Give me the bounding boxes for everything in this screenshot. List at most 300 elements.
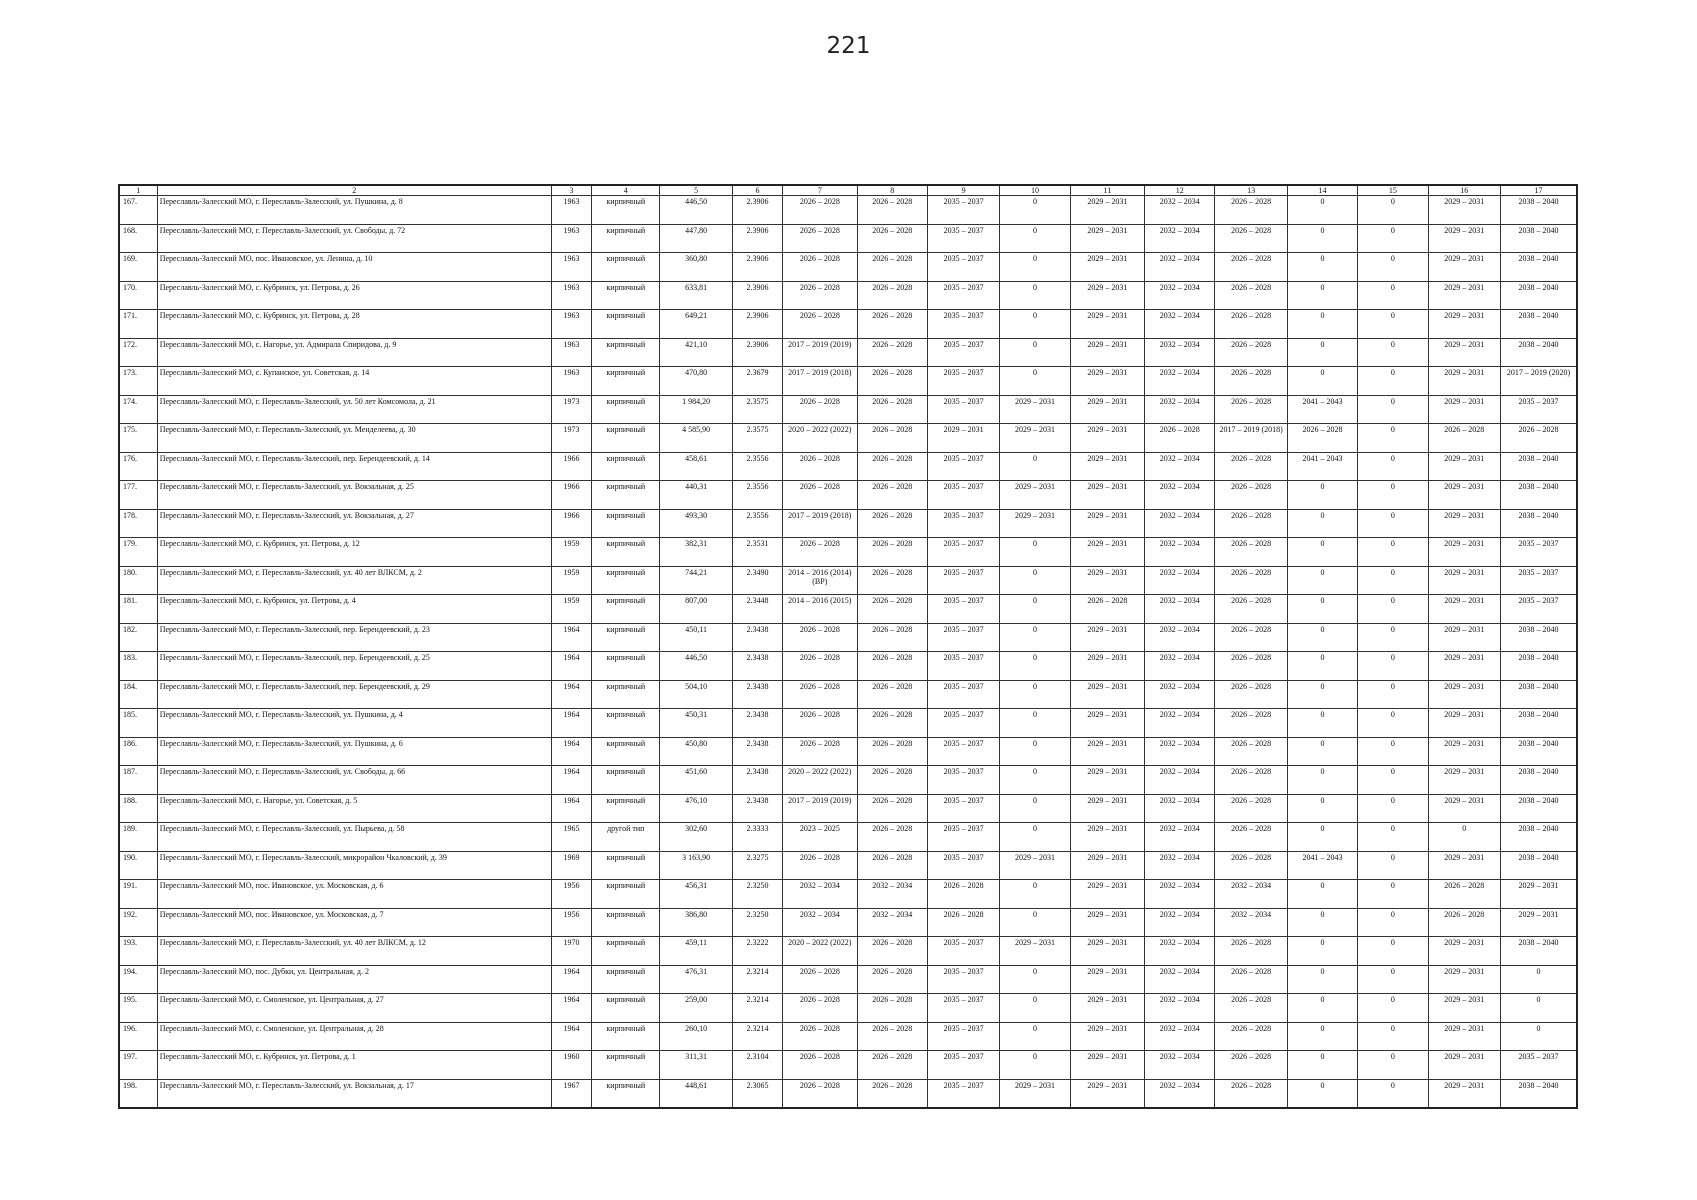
table-cell: 2029 – 2031	[1428, 338, 1500, 367]
table-cell: 0	[1000, 965, 1070, 994]
table-cell: 1963	[551, 310, 591, 339]
table-cell: 2029 – 2031	[1500, 908, 1577, 937]
table-cell: кирпичный	[592, 994, 660, 1023]
table-cell: 2.3438	[732, 766, 782, 795]
table-cell: 2029 – 2031	[1000, 424, 1070, 453]
table-cell: 2029 – 2031	[1070, 424, 1144, 453]
table-cell: 2032 – 2034	[1145, 994, 1215, 1023]
table-cell: 2029 – 2031	[1070, 395, 1144, 424]
table-cell: 2032 – 2034	[1145, 737, 1215, 766]
table-cell: 0	[1000, 253, 1070, 282]
table-row	[119, 595, 1577, 624]
table-cell: 180.	[119, 566, 157, 595]
table-cell: кирпичный	[592, 709, 660, 738]
table-cell: кирпичный	[592, 310, 660, 339]
table-cell: 2029 – 2031	[1428, 566, 1500, 595]
table-cell: 2029 – 2031	[1428, 709, 1500, 738]
column-header: 12	[1145, 185, 1215, 196]
table-cell: Переславль-Залесский МО, г. Переславль-Залесский, пер. Берендеевский, д. 29	[157, 680, 551, 709]
table-cell: 0	[1358, 794, 1428, 823]
table-cell: 2029 – 2031	[1428, 395, 1500, 424]
table-cell: 1964	[551, 623, 591, 652]
table-cell: кирпичный	[592, 880, 660, 909]
table-cell: 0	[1358, 994, 1428, 1023]
table-cell: 259,00	[660, 994, 732, 1023]
table-cell: 0	[1287, 224, 1357, 253]
table-cell: 0	[1358, 680, 1428, 709]
table-cell: 168.	[119, 224, 157, 253]
table-cell: кирпичный	[592, 338, 660, 367]
table-cell: 2026 – 2028	[857, 196, 927, 225]
table-cell: 2026 – 2028	[857, 737, 927, 766]
table-cell: 0	[1287, 509, 1357, 538]
table-cell: 1964	[551, 1022, 591, 1051]
table-cell: 2.3275	[732, 851, 782, 880]
table-cell: 2029 – 2031	[1428, 367, 1500, 396]
table-cell: 2029 – 2031	[1070, 823, 1144, 852]
table-cell: 450,11	[660, 623, 732, 652]
table-cell: 2035 – 2037	[927, 652, 999, 681]
table-cell: 2035 – 2037	[927, 509, 999, 538]
table-cell: Переславль-Залесский МО, с. Нагорье, ул. Советская, д. 5	[157, 794, 551, 823]
table-cell: кирпичный	[592, 766, 660, 795]
table-cell: 1973	[551, 395, 591, 424]
table-cell: 2029 – 2031	[1428, 680, 1500, 709]
table-cell: 0	[1287, 766, 1357, 795]
table-cell: 2029 – 2031	[1070, 538, 1144, 567]
table-cell: 0	[1000, 196, 1070, 225]
table-cell: 2026 – 2028	[783, 224, 857, 253]
table-row	[119, 709, 1577, 738]
table-cell: 2026 – 2028	[857, 1051, 927, 1080]
table-cell: 0	[1358, 338, 1428, 367]
table-row	[119, 481, 1577, 510]
table-cell: 2026 – 2028	[783, 1079, 857, 1108]
table-cell: 2029 – 2031	[1070, 908, 1144, 937]
table-cell: 0	[1287, 709, 1357, 738]
table-cell: 197.	[119, 1051, 157, 1080]
table-cell: 0	[1358, 395, 1428, 424]
table-cell: Переславль-Залесский МО, г. Переславль-Залесский, ул. Вокзальная, д. 17	[157, 1079, 551, 1108]
table-cell: 0	[1287, 652, 1357, 681]
table-cell: 2026 – 2028	[857, 224, 927, 253]
table-cell: 2026 – 2028	[1428, 880, 1500, 909]
table-cell: кирпичный	[592, 224, 660, 253]
table-cell: 2.3906	[732, 253, 782, 282]
table-cell: 2029 – 2031	[1428, 509, 1500, 538]
table-cell: 2026 – 2028	[1215, 281, 1287, 310]
table-cell: 2.3556	[732, 452, 782, 481]
table-cell: 2026 – 2028	[857, 823, 927, 852]
table-cell: Переславль-Залесский МО, г. Переславль-Залесский, микрорайон Чкаловский, д. 39	[157, 851, 551, 880]
table-cell: 2029 – 2031	[1000, 937, 1070, 966]
table-cell: 504,10	[660, 680, 732, 709]
table-cell: 0	[1000, 823, 1070, 852]
table-cell: 2.3065	[732, 1079, 782, 1108]
table-cell: 2026 – 2028	[857, 452, 927, 481]
table-cell: 2038 – 2040	[1500, 281, 1577, 310]
table-row	[119, 680, 1577, 709]
table-cell: 2032 – 2034	[1145, 908, 1215, 937]
table-cell: 0	[1358, 538, 1428, 567]
table-cell: 2026 – 2028	[783, 281, 857, 310]
table-cell: 1964	[551, 965, 591, 994]
table-cell: 451,60	[660, 766, 732, 795]
table-cell: 2029 – 2031	[1428, 652, 1500, 681]
table-cell: 0	[1358, 224, 1428, 253]
housing-repair-table	[118, 184, 1578, 1109]
table-cell: 2.3438	[732, 652, 782, 681]
table-row	[119, 1022, 1577, 1051]
table-cell: 170.	[119, 281, 157, 310]
table-cell: 2026 – 2028	[1215, 766, 1287, 795]
table-cell: 2029 – 2031	[1428, 766, 1500, 795]
table-cell: Переславль-Залесский МО, пос. Ивановское, ул. Московская, д. 6	[157, 880, 551, 909]
table-cell: 2026 – 2028	[1215, 1079, 1287, 1108]
table-cell: 2032 – 2034	[1145, 538, 1215, 567]
table-row	[119, 880, 1577, 909]
table-cell: 2026 – 2028	[783, 310, 857, 339]
table-cell: 0	[1358, 851, 1428, 880]
table-cell: 2017 – 2019 (2018)	[783, 509, 857, 538]
table-cell: 195.	[119, 994, 157, 1023]
table-cell: 0	[1358, 509, 1428, 538]
table-cell: 2029 – 2031	[1428, 310, 1500, 339]
table-cell: 0	[1358, 367, 1428, 396]
table-cell: 2026 – 2028	[1215, 680, 1287, 709]
table-cell: 2032 – 2034	[1145, 851, 1215, 880]
table-cell: 493,30	[660, 509, 732, 538]
table-cell: 2026 – 2028	[927, 880, 999, 909]
table-cell: Переславль-Залесский МО, г. Переславль-Залесский, пер. Берендеевский, д. 25	[157, 652, 551, 681]
table-cell: 0	[1358, 652, 1428, 681]
table-cell: Переславль-Залесский МО, г. Переславль-Залесский, ул. 40 лет ВЛКСМ, д. 2	[157, 566, 551, 595]
table-cell: 2026 – 2028	[857, 794, 927, 823]
table-cell: 1965	[551, 823, 591, 852]
table-row	[119, 424, 1577, 453]
table-cell: 2026 – 2028	[783, 196, 857, 225]
table-cell: 0	[1000, 994, 1070, 1023]
housing-table-container	[118, 184, 1578, 1109]
table-cell: 2.3333	[732, 823, 782, 852]
table-cell: кирпичный	[592, 595, 660, 624]
table-cell: 185.	[119, 709, 157, 738]
table-cell: 1966	[551, 481, 591, 510]
table-cell: 2026 – 2028	[783, 481, 857, 510]
table-cell: 194.	[119, 965, 157, 994]
table-cell: 1960	[551, 1051, 591, 1080]
table-row	[119, 794, 1577, 823]
table-row	[119, 538, 1577, 567]
table-cell: 2026 – 2028	[1215, 310, 1287, 339]
table-cell: 2026 – 2028	[1215, 481, 1287, 510]
table-cell: 2029 – 2031	[1070, 737, 1144, 766]
table-cell: 2026 – 2028	[1287, 424, 1357, 453]
table-cell: 1967	[551, 1079, 591, 1108]
table-row	[119, 823, 1577, 852]
table-cell: 2026 – 2028	[783, 538, 857, 567]
table-row	[119, 1051, 1577, 1080]
column-header: 10	[1000, 185, 1070, 196]
table-cell: 178.	[119, 509, 157, 538]
table-cell: 1959	[551, 566, 591, 595]
table-cell: 0	[1358, 1079, 1428, 1108]
table-cell: 2038 – 2040	[1500, 851, 1577, 880]
table-row	[119, 224, 1577, 253]
table-cell: 2020 – 2022 (2022)	[783, 766, 857, 795]
table-row	[119, 395, 1577, 424]
table-cell: 1964	[551, 709, 591, 738]
table-cell: 2029 – 2031	[1070, 481, 1144, 510]
table-cell: 2026 – 2028	[857, 709, 927, 738]
table-cell: 0	[1358, 623, 1428, 652]
table-cell: 446,50	[660, 652, 732, 681]
table-cell: 2029 – 2031	[1428, 623, 1500, 652]
table-cell: 172.	[119, 338, 157, 367]
table-cell: 4 585,90	[660, 424, 732, 453]
table-cell: Переславль-Залесский МО, пос. Дубки, ул. Центральная, д. 2	[157, 965, 551, 994]
table-cell: 2032 – 2034	[1215, 880, 1287, 909]
table-cell: 0	[1287, 1022, 1357, 1051]
table-cell: 198.	[119, 1079, 157, 1108]
column-header: 1	[119, 185, 157, 196]
table-cell: кирпичный	[592, 737, 660, 766]
table-cell: 0	[1358, 965, 1428, 994]
table-cell: 0	[1287, 794, 1357, 823]
column-header: 2	[157, 185, 551, 196]
table-cell: 2035 – 2037	[927, 224, 999, 253]
table-cell: 0	[1287, 595, 1357, 624]
table-cell: 188.	[119, 794, 157, 823]
table-cell: 2029 – 2031	[1000, 481, 1070, 510]
table-cell: 0	[1287, 908, 1357, 937]
table-cell: Переславль-Залесский МО, г. Переславль-Залесский, ул. Вокзальная, д. 27	[157, 509, 551, 538]
table-cell: 2035 – 2037	[927, 538, 999, 567]
table-cell: 0	[1358, 281, 1428, 310]
table-cell: 0	[1287, 1079, 1357, 1108]
table-cell: 0	[1358, 253, 1428, 282]
table-cell: 2.3906	[732, 310, 782, 339]
table-cell: 649,21	[660, 310, 732, 339]
table-cell: Переславль-Залесский МО, г. Переславль-Залесский, ул. Пырьева, д. 58	[157, 823, 551, 852]
table-cell: 2029 – 2031	[1428, 1022, 1500, 1051]
table-cell: 2026 – 2028	[783, 452, 857, 481]
table-cell: 2038 – 2040	[1500, 509, 1577, 538]
table-cell: 2032 – 2034	[1145, 566, 1215, 595]
table-cell: 0	[1287, 367, 1357, 396]
table-cell: 2035 – 2037	[927, 823, 999, 852]
table-cell: 1964	[551, 766, 591, 795]
table-cell: 2026 – 2028	[1428, 424, 1500, 453]
table-cell: 1964	[551, 652, 591, 681]
table-cell: 2032 – 2034	[1145, 709, 1215, 738]
table-cell: 2029 – 2031	[1070, 509, 1144, 538]
table-row	[119, 196, 1577, 225]
table-cell: 2026 – 2028	[1215, 595, 1287, 624]
table-cell: 2038 – 2040	[1500, 652, 1577, 681]
table-cell: 0	[1000, 737, 1070, 766]
table-row	[119, 623, 1577, 652]
table-cell: 2026 – 2028	[1215, 253, 1287, 282]
table-row	[119, 310, 1577, 339]
table-cell: 476,31	[660, 965, 732, 994]
table-cell: 2026 – 2028	[857, 424, 927, 453]
table-cell: 1963	[551, 253, 591, 282]
table-cell: 2.3575	[732, 424, 782, 453]
table-cell: 2038 – 2040	[1500, 680, 1577, 709]
table-cell: 2035 – 2037	[927, 994, 999, 1023]
table-cell: 179.	[119, 538, 157, 567]
table-cell: 2035 – 2037	[927, 481, 999, 510]
table-cell: 1966	[551, 452, 591, 481]
table-cell: 0	[1358, 1051, 1428, 1080]
table-cell: 174.	[119, 395, 157, 424]
table-row	[119, 253, 1577, 282]
table-cell: 2038 – 2040	[1500, 766, 1577, 795]
table-cell: 2026 – 2028	[783, 680, 857, 709]
table-cell: 0	[1358, 424, 1428, 453]
table-cell: 2035 – 2037	[927, 623, 999, 652]
table-cell: 2032 – 2034	[1145, 794, 1215, 823]
table-cell: 0	[1287, 737, 1357, 766]
table-cell: 2026 – 2028	[783, 395, 857, 424]
table-cell: 382,31	[660, 538, 732, 567]
table-cell: 0	[1000, 709, 1070, 738]
table-cell: Переславль-Залесский МО, г. Переславль-Залесский, ул. Вокзальная, д. 25	[157, 481, 551, 510]
table-cell: 2035 – 2037	[927, 253, 999, 282]
table-cell: 2032 – 2034	[1215, 908, 1287, 937]
table-cell: 2029 – 2031	[1070, 1079, 1144, 1108]
table-cell: 0	[1358, 196, 1428, 225]
table-cell: 447,80	[660, 224, 732, 253]
table-cell: 1956	[551, 880, 591, 909]
table-cell: 2029 – 2031	[1070, 680, 1144, 709]
table-cell: 2029 – 2031	[1428, 794, 1500, 823]
table-cell: кирпичный	[592, 395, 660, 424]
table-cell: 2032 – 2034	[1145, 395, 1215, 424]
table-cell: 2026 – 2028	[857, 851, 927, 880]
table-cell: Переславль-Залесский МО, г. Переславль-Залесский, ул. Пушкина, д. 8	[157, 196, 551, 225]
table-cell: 173.	[119, 367, 157, 396]
table-cell: 0	[1287, 566, 1357, 595]
table-cell: 182.	[119, 623, 157, 652]
table-cell: 0	[1287, 253, 1357, 282]
table-cell: 260,10	[660, 1022, 732, 1051]
table-cell: 448,61	[660, 1079, 732, 1108]
table-body	[119, 196, 1577, 1108]
column-header: 3	[551, 185, 591, 196]
table-cell: 0	[1000, 766, 1070, 795]
table-cell: 2035 – 2037	[927, 281, 999, 310]
table-cell: 0	[1000, 794, 1070, 823]
table-cell: 2035 – 2037	[927, 851, 999, 880]
table-cell: 2.3575	[732, 395, 782, 424]
table-cell: 2029 – 2031	[1070, 766, 1144, 795]
table-cell: 0	[1287, 994, 1357, 1023]
table-cell: 175.	[119, 424, 157, 453]
table-cell: 0	[1287, 823, 1357, 852]
table-cell: 2014 – 2016 (2015)	[783, 595, 857, 624]
table-cell: 0	[1287, 310, 1357, 339]
table-cell: 0	[1358, 452, 1428, 481]
table-cell: 191.	[119, 880, 157, 909]
table-row	[119, 965, 1577, 994]
table-cell: 2035 – 2037	[927, 395, 999, 424]
table-cell: 2029 – 2031	[1070, 281, 1144, 310]
table-cell: 0	[1000, 566, 1070, 595]
table-cell: 2032 – 2034	[1145, 367, 1215, 396]
table-cell: 0	[1358, 566, 1428, 595]
table-cell: 2029 – 2031	[1070, 196, 1144, 225]
table-cell: 0	[1000, 908, 1070, 937]
table-cell: 0	[1287, 937, 1357, 966]
table-cell: 2017 – 2019 (2019)	[783, 338, 857, 367]
table-cell: 2032 – 2034	[1145, 338, 1215, 367]
table-cell: Переславль-Залесский МО, с. Кубринск, ул. Петрова, д. 4	[157, 595, 551, 624]
table-cell: 2026 – 2028	[1215, 994, 1287, 1023]
table-cell: 2026 – 2028	[1215, 851, 1287, 880]
table-cell: 2029 – 2031	[1428, 595, 1500, 624]
table-cell: 2.3250	[732, 880, 782, 909]
table-cell: 2032 – 2034	[1145, 680, 1215, 709]
table-cell: 807,00	[660, 595, 732, 624]
table-cell: 2035 – 2037	[927, 1051, 999, 1080]
table-cell: 2035 – 2037	[927, 452, 999, 481]
table-cell: Переславль-Залесский МО, г. Переславль-Залесский, ул. Менделеева, д. 30	[157, 424, 551, 453]
table-cell: Переславль-Залесский МО, с. Купанское, ул. Советская, д. 14	[157, 367, 551, 396]
table-cell: 2035 – 2037	[927, 709, 999, 738]
table-cell: кирпичный	[592, 253, 660, 282]
table-cell: 2026 – 2028	[1215, 224, 1287, 253]
table-cell: 2026 – 2028	[783, 1022, 857, 1051]
table-cell: 190.	[119, 851, 157, 880]
column-header: 4	[592, 185, 660, 196]
table-cell: 2.3104	[732, 1051, 782, 1080]
table-cell: 2017 – 2019 (2018)	[1215, 424, 1287, 453]
table-cell: 2026 – 2028	[1215, 196, 1287, 225]
table-cell: 196.	[119, 1022, 157, 1051]
table-cell: 1964	[551, 994, 591, 1023]
table-cell: 2038 – 2040	[1500, 310, 1577, 339]
table-cell: 2029 – 2031	[1000, 851, 1070, 880]
table-cell: 2.3250	[732, 908, 782, 937]
table-cell: 176.	[119, 452, 157, 481]
table-cell: 2026 – 2028	[783, 709, 857, 738]
table-cell: 2032 – 2034	[783, 880, 857, 909]
table-cell: 2041 – 2043	[1287, 452, 1357, 481]
table-cell: 2026 – 2028	[783, 623, 857, 652]
table-cell: 2029 – 2031	[1070, 937, 1144, 966]
table-cell: 2026 – 2028	[857, 1079, 927, 1108]
table-cell: 2029 – 2031	[1428, 851, 1500, 880]
table-cell: Переславль-Залесский МО, с. Нагорье, ул. Адмирала Спиридова, д. 9	[157, 338, 551, 367]
column-header: 13	[1215, 185, 1287, 196]
table-cell: 2029 – 2031	[1428, 253, 1500, 282]
table-cell: 1963	[551, 224, 591, 253]
table-cell: 2035 – 2037	[927, 566, 999, 595]
table-cell: 2017 – 2019 (2019)	[783, 794, 857, 823]
table-cell: 456,31	[660, 880, 732, 909]
table-cell: 167.	[119, 196, 157, 225]
table-cell: кирпичный	[592, 481, 660, 510]
table-cell: 2029 – 2031	[1428, 281, 1500, 310]
table-cell: Переславль-Залесский МО, с. Кубринск, ул. Петрова, д. 28	[157, 310, 551, 339]
table-cell: 2032 – 2034	[1145, 652, 1215, 681]
table-cell: 2035 – 2037	[927, 1022, 999, 1051]
table-cell: 2.3448	[732, 595, 782, 624]
table-cell: 2020 – 2022 (2022)	[783, 424, 857, 453]
table-cell: 1964	[551, 794, 591, 823]
